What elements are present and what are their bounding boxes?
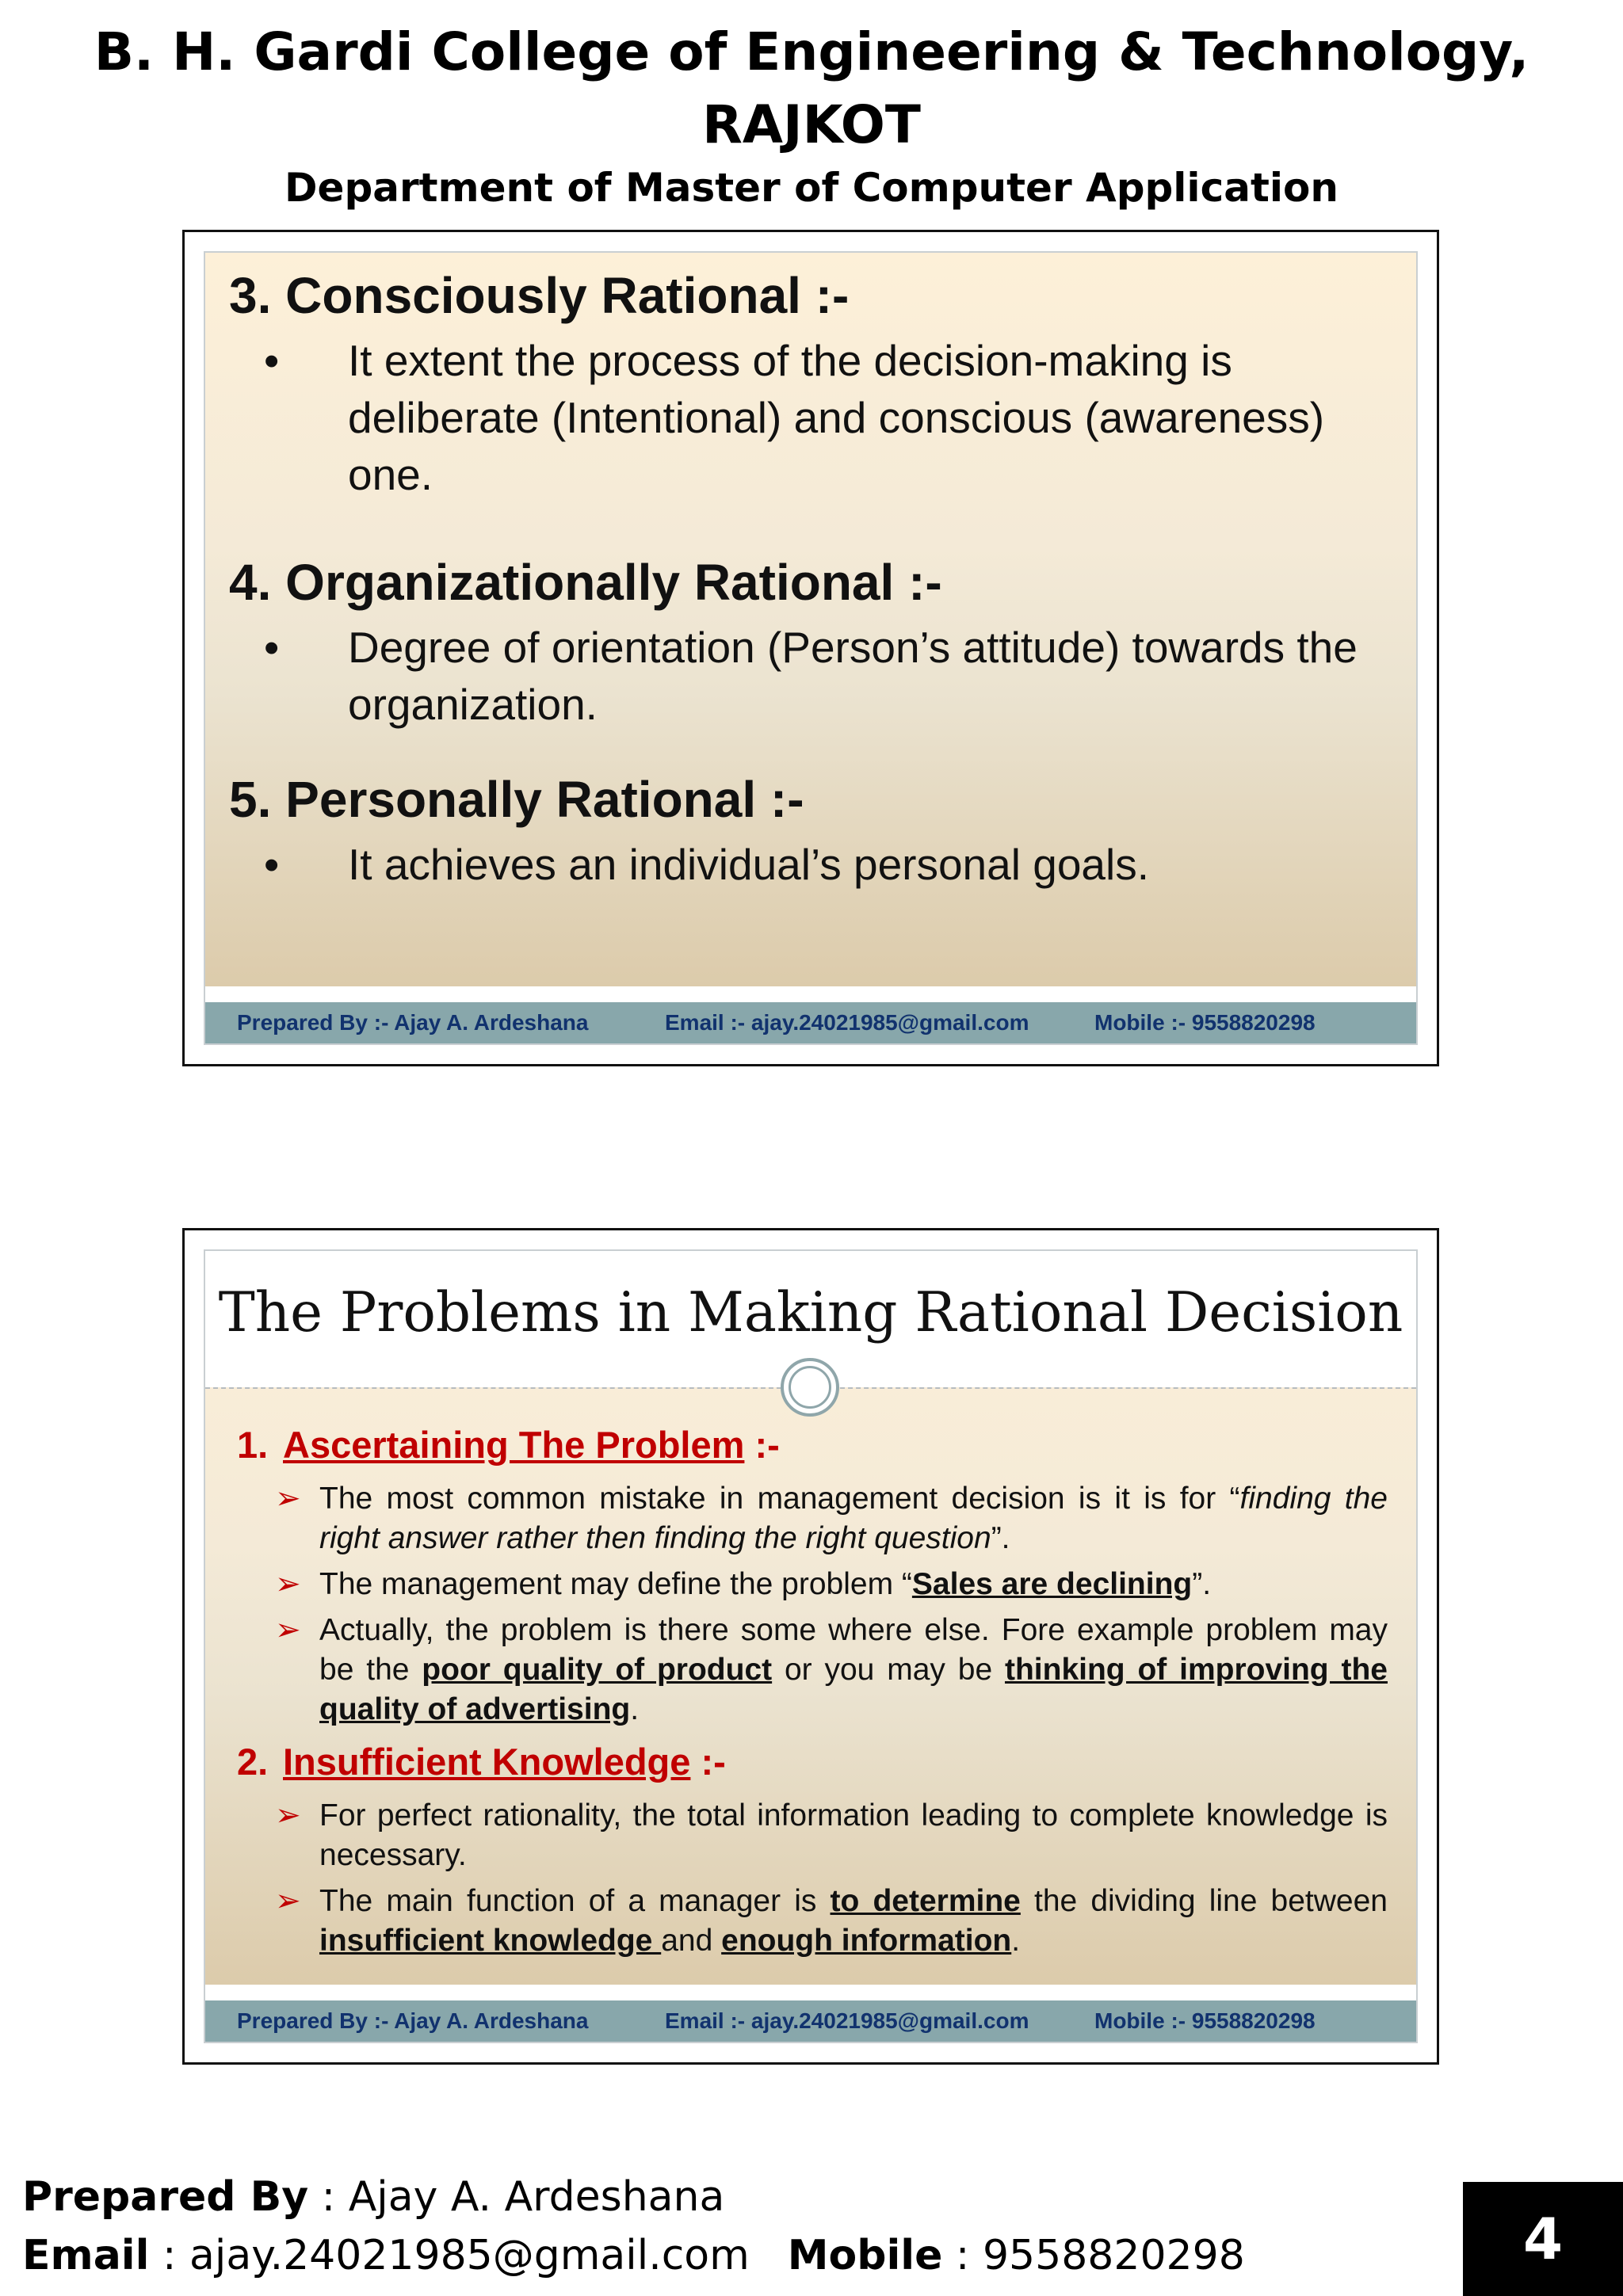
footer-mobile: Mobile :- 9558820298 [1094,2008,1316,2033]
footer-prepared: Prepared By :- Ajay A. Ardeshana [237,2008,589,2033]
item-heading: 5. Personally Rational :- [229,771,804,828]
arrow-item [237,1479,1388,1558]
item-heading: 4. Organizationally Rational :- [229,554,942,611]
text-span: or you may be [772,1653,1005,1687]
page-number: 4 [1463,2182,1623,2296]
arrow-bullet-icon: ➢ [275,1482,301,1516]
problem-number: 1. [237,1424,269,1466]
text-span: The most common mistake in management decision is it is for “ [319,1482,1240,1516]
footer-mobile: Mobile :- 9558820298 [1094,1010,1316,1035]
italic-phrase: finding the right answer rather then finding the right question [319,1482,1388,1555]
prepared-label: Prepared By [22,2173,309,2221]
footer-email: Email :- ajay.24021985@gmail.com [665,2008,1029,2033]
department-name: Department of Master of Computer Application [285,165,1338,211]
slide-2 [182,1228,1439,2065]
bullet-item [229,332,1386,503]
bullet-dot-icon: • [264,840,280,889]
prepared-value: : Ajay A. Ardeshana [308,2173,725,2221]
problem-number: 2. [237,1741,269,1783]
emphasis-phrase: Sales are declining [911,1567,1193,1601]
text-span: The main function of a manager is [319,1884,831,1918]
arrow-bullet-icon: ➢ [275,1884,301,1918]
slide-1 [182,230,1439,1066]
text-span: and [661,1924,722,1958]
bullet-text: It achieves an individual’s personal goals. [348,840,1150,889]
problem-suffix: :- [744,1424,780,1466]
arrow-item [237,1611,1388,1730]
circle-ornament-icon [781,1358,839,1417]
emphasis-phrase: thinking of improving the quality of advertising [319,1653,1388,1726]
college-name: B. H. Gardi College of Engineering & Technology, RAJKOT [94,21,1529,155]
arrow-bullet-icon: ➢ [275,1798,301,1833]
footer-prepared: Prepared By :- Ajay A. Ardeshana [237,1010,589,1035]
slide-2-inner [204,1249,1418,2043]
text-span: ”. [1192,1567,1212,1601]
slide-1-content [229,264,1386,893]
text-span: The management may define the problem “ [319,1567,912,1601]
text-span: . [1011,1924,1021,1958]
emphasis-phrase: enough information [721,1924,1012,1958]
problem-heading [237,1739,1386,1785]
text-span: the dividing line between [1020,1884,1388,1918]
problem-suffix: :- [690,1741,726,1783]
arrow-item [237,1565,1388,1604]
email-value: : ajay.24021985@gmail.com [149,2232,750,2279]
page-footer-info [22,2168,1245,2285]
page-header [0,16,1623,214]
footer-prepared-line [22,2168,1245,2226]
problem-label: Ascertaining The Problem [283,1424,745,1466]
text-span: . [630,1692,640,1726]
problem-heading [237,1422,1386,1468]
bullet-text: Degree of orientation (Person’s attitude) towards the organization. [348,623,1358,729]
bullet-item [229,836,1386,893]
footer-email: Email :- ajay.24021985@gmail.com [665,1010,1029,1035]
text-span: Actually, the problem is there some where else. Fore example problem may be the [319,1613,1388,1687]
slide-title: The Problems in Making Rational Decision [205,1251,1416,1387]
bullet-text: It extent the process of the decision-making is deliberate (Intentional) and conscious (awareness) one. [348,336,1325,499]
text-span: For perfect rationality, the total information leading to complete knowledge is necessary. [319,1798,1388,1872]
arrow-bullet-icon: ➢ [275,1613,301,1647]
slide-footer [205,2000,1416,2042]
arrow-bullet-icon: ➢ [275,1567,301,1601]
bullet-dot-icon: • [264,336,280,385]
emphasis-phrase: to determine [830,1884,1021,1918]
slide-1-inner [204,251,1418,1045]
slide-footer [205,1002,1416,1043]
slide-2-content [237,1422,1386,1961]
arrow-item [237,1882,1388,1961]
bullet-item [229,619,1386,733]
problem-label: Insufficient Knowledge [283,1741,691,1783]
mobile-value: : 9558820298 [942,2232,1245,2279]
emphasis-phrase: poor quality of product [422,1653,773,1687]
bullet-dot-icon: • [264,623,280,672]
arrow-item [237,1796,1388,1875]
emphasis-phrase: insufficient knowledge [319,1924,662,1958]
footer-contact-line [22,2226,1245,2285]
email-label: Email [22,2232,150,2279]
mobile-label: Mobile [787,2232,943,2279]
item-heading: 3. Consciously Rational :- [229,267,850,324]
text-span: ”. [991,1521,1010,1555]
